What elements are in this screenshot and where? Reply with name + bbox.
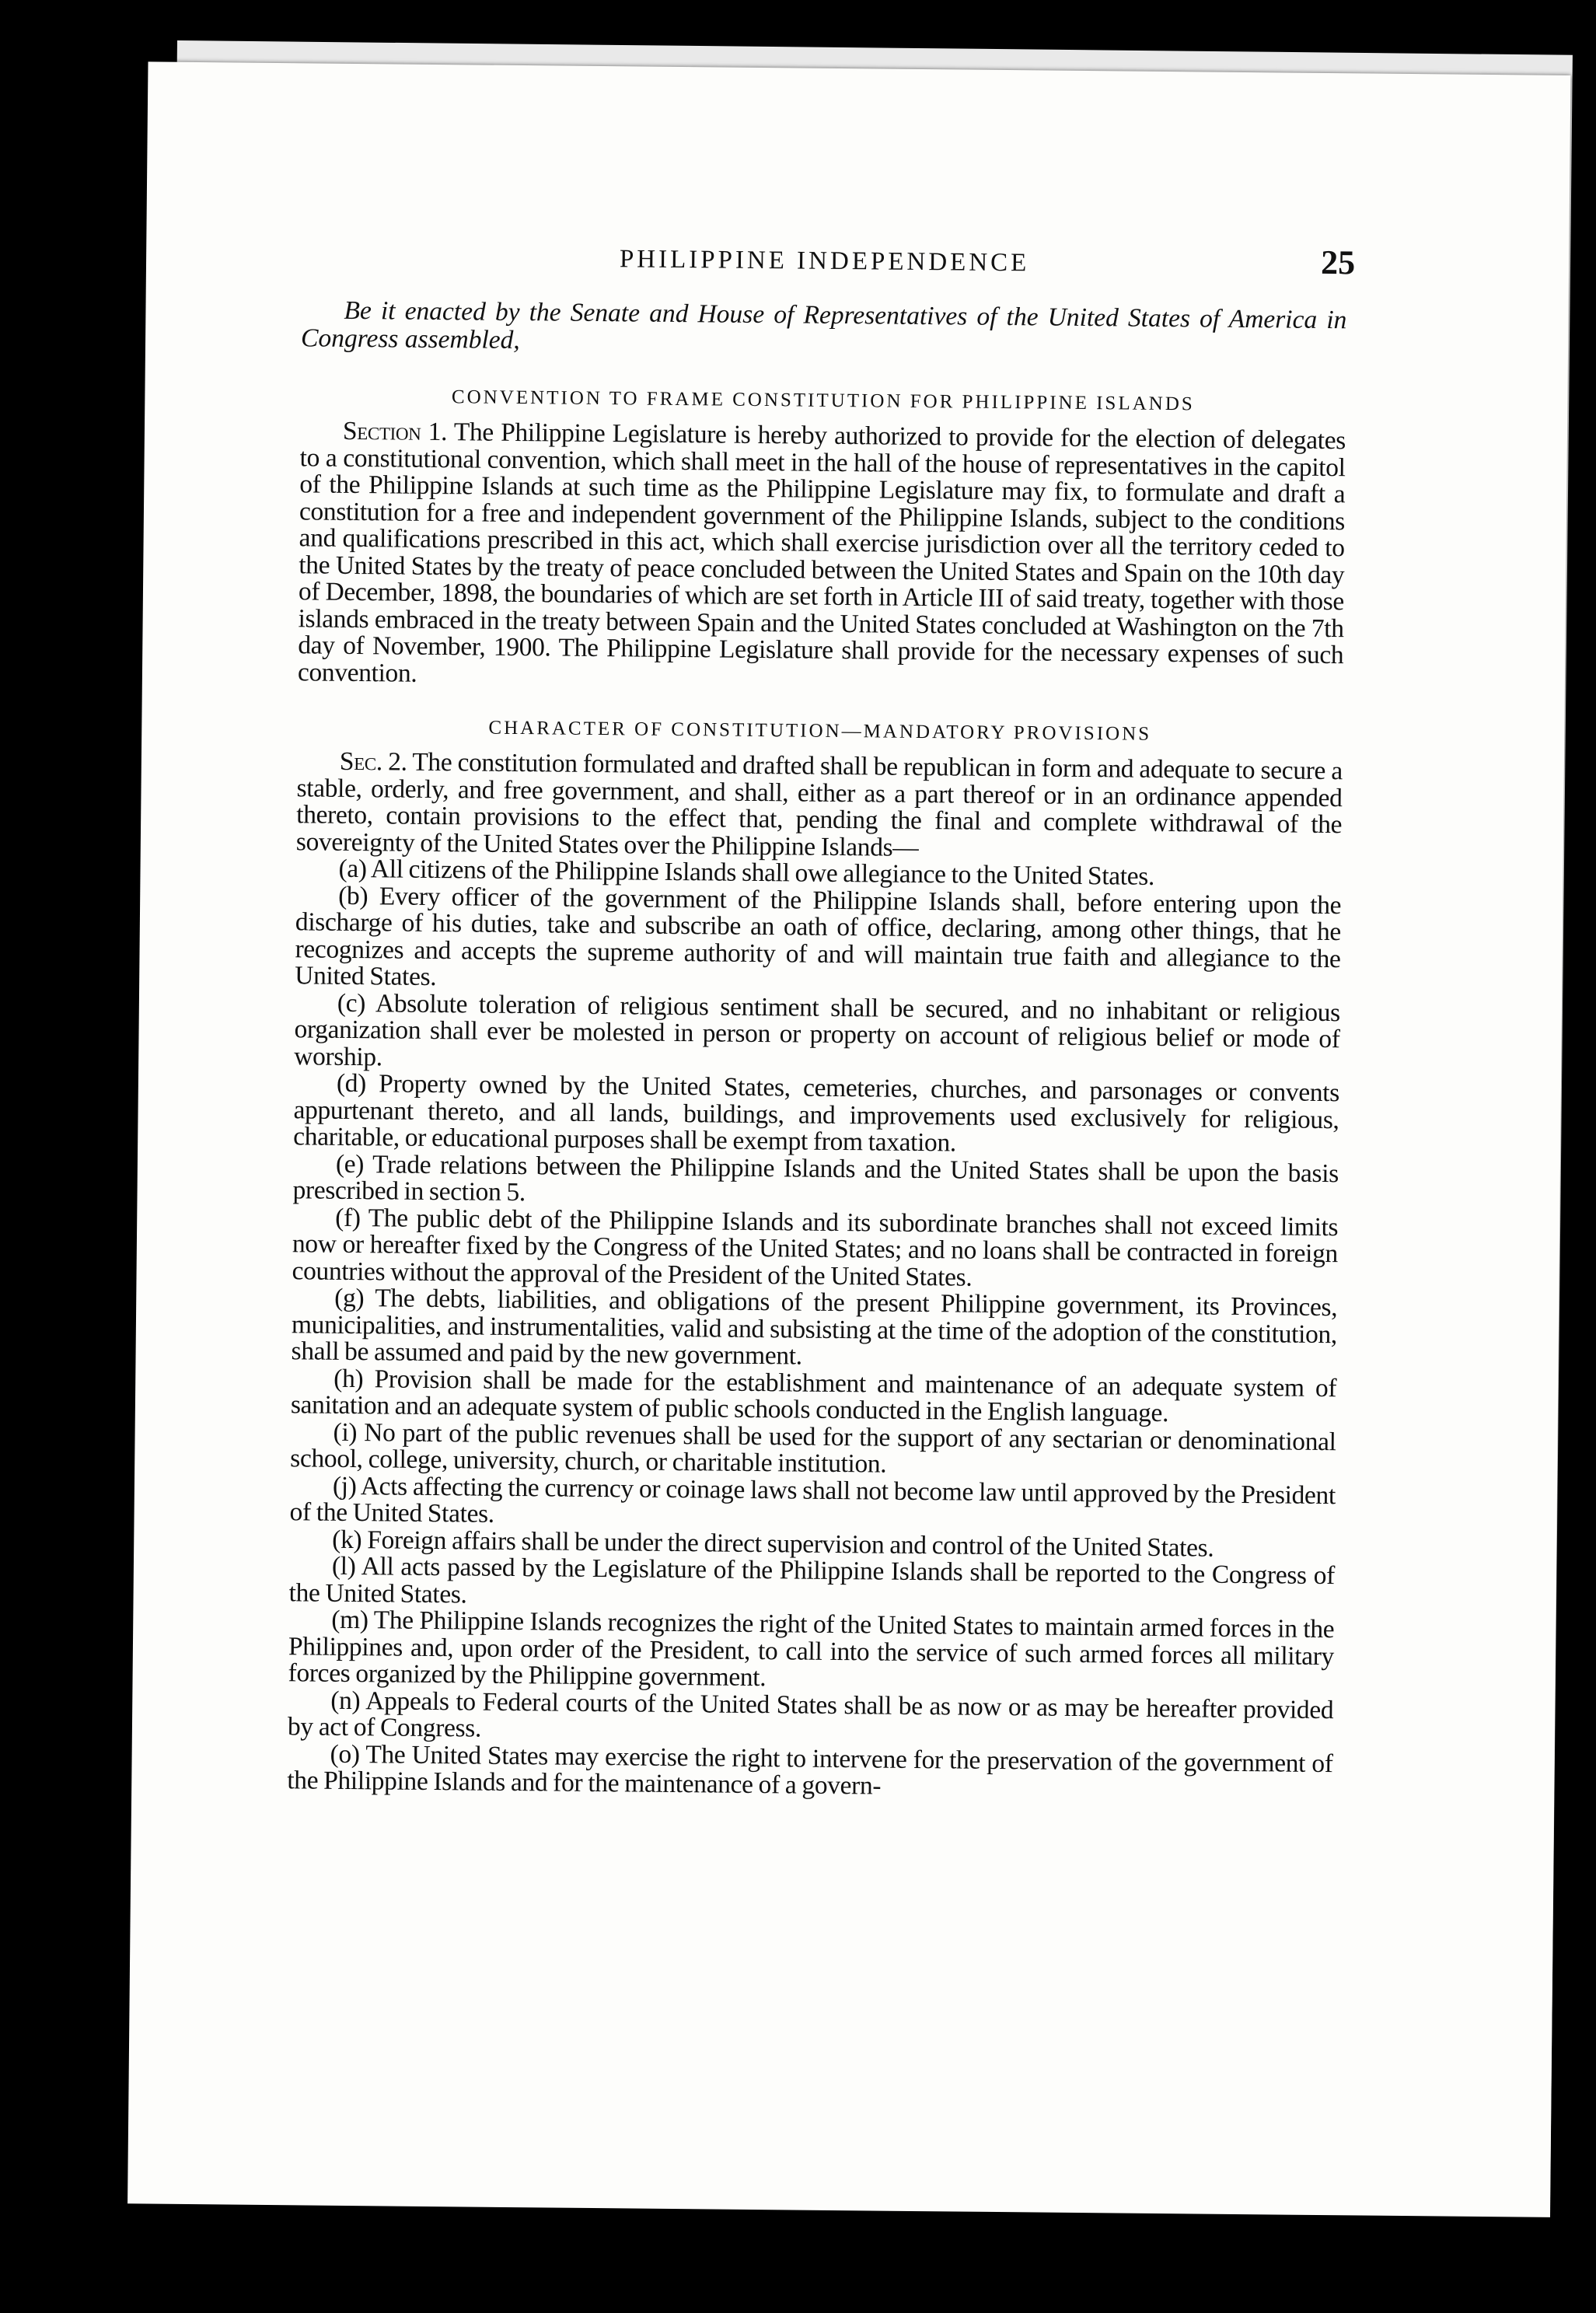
section-2-paragraph (296, 748, 1343, 865)
provision-a: (a) All citizens of the Philippine Islands shall owe allegiance to the United States. (338, 854, 1155, 891)
provision-g: (g) The debts, liabilities, and obligations of the present Philippine government, its Provinces, municipalities, and instrumentalities, valid and subsisting at the time of the adoption of the constitution, shall be assumed and paid by the new government. (291, 1283, 1338, 1371)
provision-f: (f) The public debt of the Philippine Islands and its subordinate branches shall not exceed limits now or hereafter fixed by the Congress of the United States; and no loans shall be contracted in foreign countries without the approval of the President of the United States. (292, 1203, 1339, 1292)
document-page (127, 61, 1570, 2217)
section-1-heading: CONVENTION TO FRAME CONSTITUTION FOR PHILIPPINE ISLANDS (451, 386, 1195, 415)
enacting-clause: Be it enacted by the Senate and House of Representatives of the United States of America in Congress assembled, (300, 295, 1347, 355)
section-1-paragraph (298, 418, 1346, 696)
provision-o: (o) The United States may exercise the right to intervene for the preservation of the government of the Philippine Islands and for the maintenance of a govern- (287, 1739, 1333, 1801)
running-head (302, 242, 1356, 306)
section-1-text: The Philippine Legislature is hereby authorized to provide for the election of delegates to a constitutional convention, which shall meet in the hall of the house of representatives in the capitol of the Philippine Islands at such time as the Philippine Legislature may fix, to formulate and draft a constitution for a free and independent government of the Philippine Islands, subject to the conditions and qualifications prescribed in this act, which shall exercise jurisdiction over all the territory ceded to the United States by the treaty of peace concluded between the United States and Spain on the 10th day of December, 1898, the boundaries of which are set forth in Article III of said treaty, together with those islands embraced in the treaty between Spain and the United States concluded at Washington on the 7th day of November, 1900. The Philippine Legislature shall provide for the necessary expenses of such convention. (297, 418, 1346, 688)
provision-i: (i) No part of the public revenues shall be used for the support of any sectarian or denominational school, college, university, church, or charitable institution. (290, 1417, 1336, 1479)
provision-e: (e) Trade relations between the Philippine Islands and the United States shall be upon the basis prescribed in section 5. (292, 1149, 1339, 1207)
provision-b: (b) Every officer of the government of the Philippine Islands shall, before entering upon the discharge of his duties, take and subscribe an oath of office, declaring, among other things, that he recognizes and accepts the supreme authority of and will maintain true faith and allegiance to the United States. (295, 881, 1342, 992)
running-title: PHILIPPINE INDEPENDENCE (619, 245, 1030, 278)
provision-h: (h) Provision shall be made for the establishment and maintenance of an adequate system of sanitation and an adequate system of public schools conducted in the English language. (290, 1364, 1337, 1428)
provision-c: (c) Absolute toleration of religious sentiment shall be secured, and no inhabitant or religious organization shall ever be molested in person or property on account of religious belief or mode of worship. (294, 988, 1341, 1071)
provision-j: (j) Acts affecting the currency or coinage laws shall not become law until approved by the President of the United States. (289, 1471, 1336, 1529)
section-2-text: The constitution formulated and drafted shall be republican in form and adequate to secure a stable, orderly, and free government, and shall, either as a part thereof or in an ordinance appended thereto, contain provisions to the effect that, pending the final and complete withdrawal of the sovereignty of the United States over the Philippine Islands— (295, 747, 1343, 862)
provision-k: (k) Foreign affairs shall be under the direct supervision and control of the United States. (332, 1525, 1214, 1563)
section-1-label: Section 1. (342, 416, 448, 447)
provision-n: (n) Appeals to Federal courts of the United States shall be as now or as may be hereafter provided by act of Congress. (287, 1686, 1334, 1743)
provision-l: (l) All acts passed by the Legislature of the Philippine Islands shall be reported to the Congress of the United States. (288, 1551, 1336, 1609)
provision-m: (m) The Philippine Islands recognizes the right of the United States to maintain armed forces in the Philippines and, upon order of the President, to call into the service of such armed forces all military forces organized by the Philippine government. (288, 1605, 1335, 1693)
provision-d: (d) Property owned by the United States, cemeteries, churches, and parsonages or convents appurtenant thereto, and all lands, buildings, and improvements used exclusively for religious, charitable, or educational purposes shall be exempt from taxation. (293, 1068, 1340, 1158)
page-number: 25 (1320, 243, 1356, 282)
section-2-label: Sec. 2. (339, 746, 407, 777)
page-content (287, 242, 1356, 1804)
section-2-heading: CHARACTER OF CONSTITUTION—MANDATORY PROVISIONS (488, 717, 1152, 745)
